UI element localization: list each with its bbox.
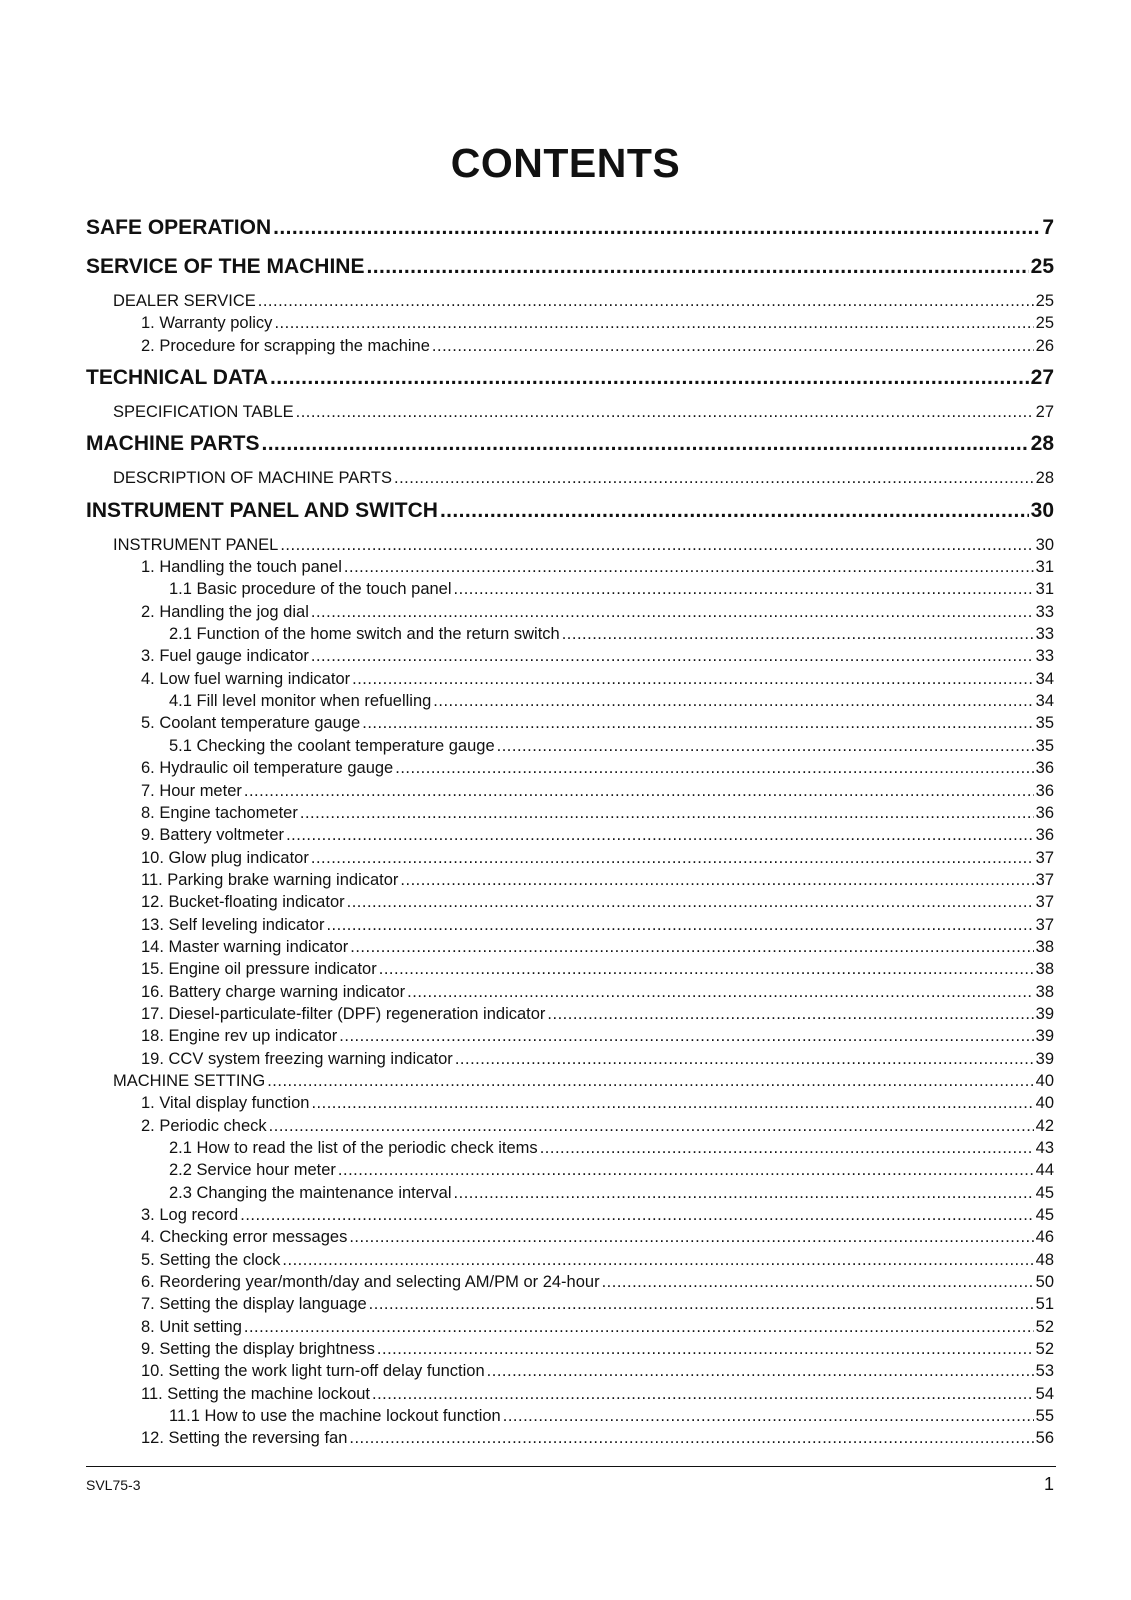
dot-leader xyxy=(339,1025,1033,1047)
toc-entry-title: SPECIFICATION TABLE xyxy=(113,403,294,422)
toc-entry[interactable] xyxy=(86,1405,1054,1427)
toc-entry[interactable] xyxy=(86,1159,1054,1181)
toc-entry-title: 12. Setting the reversing fan xyxy=(141,1429,348,1448)
toc-entry-title: 2. Periodic check xyxy=(141,1116,267,1135)
toc-entry-page-number: 52 xyxy=(1035,1317,1054,1336)
toc-entry[interactable] xyxy=(86,1249,1054,1271)
dot-leader xyxy=(280,534,1033,556)
toc-entry-page-number: 35 xyxy=(1035,714,1054,733)
dot-leader xyxy=(274,312,1033,334)
toc-entry-title: 9. Setting the display brightness xyxy=(141,1340,375,1359)
toc-entry[interactable] xyxy=(86,1137,1054,1159)
toc-entry-title: SAFE OPERATION xyxy=(86,216,272,239)
toc-entry-title: 10. Glow plug indicator xyxy=(141,848,309,867)
toc-entry[interactable] xyxy=(86,1204,1054,1226)
toc-entry[interactable] xyxy=(86,735,1054,757)
toc-entry-title: 11. Parking brake warning indicator xyxy=(141,870,399,889)
toc-entry[interactable] xyxy=(86,1182,1054,1204)
dot-leader xyxy=(282,1249,1033,1271)
toc-entry-title: 10. Setting the work light turn-off delay function xyxy=(141,1362,485,1381)
dot-leader xyxy=(311,847,1034,869)
dot-leader xyxy=(400,869,1033,891)
dot-leader xyxy=(455,1048,1034,1070)
toc-entry-title: 11.1 How to use the machine lockout function xyxy=(169,1407,501,1426)
toc-entry-page-number: 39 xyxy=(1035,1027,1054,1046)
dot-leader xyxy=(540,1137,1034,1159)
toc-entry[interactable] xyxy=(86,1338,1054,1360)
toc-entry-title: 11. Setting the machine lockout xyxy=(141,1384,371,1403)
dot-leader xyxy=(347,891,1034,913)
toc-entry-page-number: 40 xyxy=(1035,1094,1054,1113)
toc-entry-title: 2. Handling the jog dial xyxy=(141,602,309,621)
toc-entry-title: 7. Hour meter xyxy=(141,781,242,800)
dot-leader xyxy=(432,335,1034,357)
dot-leader xyxy=(362,712,1033,734)
dot-leader xyxy=(497,735,1034,757)
toc-entry-title: 4. Checking error messages xyxy=(141,1228,348,1247)
toc-entry-title: 6. Hydraulic oil temperature gauge xyxy=(141,759,394,778)
toc-entry-title: 2.1 How to read the list of the periodic check items xyxy=(169,1139,538,1157)
toc-entry[interactable] xyxy=(86,1427,1054,1449)
toc-entry-page-number: 38 xyxy=(1035,960,1054,979)
toc-entry-title: 13. Self leveling indicator xyxy=(141,915,325,934)
dot-leader xyxy=(395,757,1033,779)
toc-entry-title: 19. CCV system freezing warning indicator xyxy=(141,1049,453,1068)
toc-entry-page-number: 31 xyxy=(1035,580,1054,599)
dot-leader xyxy=(240,1204,1033,1226)
toc-entry[interactable] xyxy=(86,1048,1054,1070)
toc-entry-title: 8. Unit setting xyxy=(141,1317,242,1336)
toc-entry[interactable] xyxy=(86,1293,1054,1315)
toc-entry-page-number: 37 xyxy=(1035,893,1054,912)
toc-entry-page-number: 27 xyxy=(1035,403,1054,422)
toc-entry-page-number: 34 xyxy=(1035,669,1054,688)
toc-entry-page-number: 28 xyxy=(1030,432,1054,456)
toc-entry-title: 2. Procedure for scrapping the machine xyxy=(141,336,430,355)
toc-entry-page-number: 38 xyxy=(1035,937,1054,956)
dot-leader xyxy=(377,1338,1034,1360)
toc-entry-page-number: 31 xyxy=(1035,558,1054,577)
toc-entry[interactable] xyxy=(86,936,1054,958)
toc-entry-page-number: 44 xyxy=(1035,1161,1054,1180)
toc-entry-page-number: 39 xyxy=(1035,1004,1054,1023)
dot-leader xyxy=(547,1003,1033,1025)
toc-entry-title: 5. Setting the clock xyxy=(141,1250,281,1269)
toc-entry[interactable] xyxy=(86,668,1054,690)
toc-entry-page-number: 7 xyxy=(1042,216,1054,239)
toc-entry-title: 16. Battery charge warning indicator xyxy=(141,982,406,1001)
dot-leader xyxy=(311,1092,1033,1114)
toc-entry-title: 4. Low fuel warning indicator xyxy=(141,669,351,688)
toc-entry-title: 8. Engine tachometer xyxy=(141,803,298,822)
toc-entry[interactable] xyxy=(86,914,1054,936)
dot-leader xyxy=(286,824,1034,846)
dot-leader xyxy=(244,780,1034,802)
toc-entry[interactable] xyxy=(86,556,1054,578)
toc-entry-page-number: 25 xyxy=(1030,255,1054,278)
toc-entry[interactable] xyxy=(86,312,1054,334)
toc-entry-page-number: 36 xyxy=(1035,803,1054,822)
toc-section-entry[interactable] xyxy=(86,212,1054,251)
toc-entry[interactable] xyxy=(86,712,1054,734)
toc-entry-page-number: 43 xyxy=(1035,1139,1054,1157)
toc-entry-title: DESCRIPTION OF MACHINE PARTS xyxy=(113,469,393,488)
toc-entry[interactable] xyxy=(86,1316,1054,1338)
toc-entry-title: 3. Log record xyxy=(141,1206,239,1225)
dot-leader xyxy=(349,1427,1033,1449)
dot-leader xyxy=(369,1293,1034,1315)
toc-entry-page-number: 38 xyxy=(1035,982,1054,1001)
dot-leader xyxy=(602,1271,1034,1293)
toc-entry-title: 1.1 Basic procedure of the touch panel xyxy=(169,580,452,599)
toc-entry[interactable] xyxy=(86,869,1054,891)
dot-leader xyxy=(440,495,1029,527)
toc-entry[interactable] xyxy=(86,467,1054,489)
toc-entry-page-number: 28 xyxy=(1035,469,1054,488)
dot-leader xyxy=(269,1115,1034,1137)
toc-entry-page-number: 30 xyxy=(1035,535,1054,554)
toc-entry-page-number: 33 xyxy=(1035,602,1054,621)
toc-entry-title: 4.1 Fill level monitor when refuelling xyxy=(169,692,432,711)
toc-section-entry[interactable] xyxy=(86,251,1054,290)
footer-model-name: SVL75-3 xyxy=(86,1477,141,1493)
toc-entry-title: 1. Warranty policy xyxy=(141,314,273,333)
table-of-contents xyxy=(86,212,1054,1450)
toc-entry-title: INSTRUMENT PANEL xyxy=(113,535,279,554)
toc-entry-page-number: 53 xyxy=(1035,1362,1054,1381)
dot-leader xyxy=(394,467,1034,489)
dot-leader xyxy=(352,668,1034,690)
toc-entry-title: DEALER SERVICE xyxy=(113,292,256,310)
toc-entry-title: 1. Handling the touch panel xyxy=(141,558,342,577)
dot-leader xyxy=(487,1360,1034,1382)
toc-entry-page-number: 55 xyxy=(1035,1407,1054,1426)
toc-entry-page-number: 36 xyxy=(1035,781,1054,800)
toc-entry-page-number: 36 xyxy=(1035,759,1054,778)
dot-leader xyxy=(326,914,1033,936)
dot-leader xyxy=(454,1182,1034,1204)
toc-section-entry[interactable] xyxy=(86,362,1054,401)
toc-entry-title: 12. Bucket-floating indicator xyxy=(141,893,345,912)
dot-leader xyxy=(258,290,1034,312)
toc-entry[interactable] xyxy=(86,1003,1054,1025)
footer-page-number: 1 xyxy=(1043,1474,1054,1494)
toc-entry[interactable] xyxy=(86,891,1054,913)
toc-entry-title: 5. Coolant temperature gauge xyxy=(141,714,361,733)
dot-leader xyxy=(300,802,1034,824)
toc-entry-title: 2.3 Changing the maintenance interval xyxy=(169,1183,452,1202)
dot-leader xyxy=(379,958,1034,980)
page-title: CONTENTS xyxy=(450,140,681,186)
toc-entry-title: 14. Master warning indicator xyxy=(141,937,349,956)
toc-entry[interactable] xyxy=(86,645,1054,667)
dot-leader xyxy=(261,428,1028,460)
toc-entry-page-number: 35 xyxy=(1035,736,1054,755)
dot-leader xyxy=(366,251,1028,283)
dot-leader xyxy=(407,981,1033,1003)
toc-section-entry[interactable] xyxy=(86,428,1054,467)
toc-entry[interactable] xyxy=(86,401,1054,423)
dot-leader xyxy=(349,1226,1033,1248)
dot-leader xyxy=(454,578,1034,600)
footer-divider xyxy=(86,1466,1056,1467)
toc-entry[interactable] xyxy=(86,335,1054,357)
toc-entry[interactable] xyxy=(86,847,1054,869)
toc-entry[interactable] xyxy=(86,757,1054,779)
toc-entry-page-number: 45 xyxy=(1035,1206,1054,1225)
toc-entry[interactable] xyxy=(86,1025,1054,1047)
toc-entry-page-number: 51 xyxy=(1035,1295,1054,1314)
dot-leader xyxy=(270,362,1029,394)
toc-entry[interactable] xyxy=(86,290,1054,312)
toc-entry[interactable] xyxy=(86,1070,1054,1092)
toc-entry[interactable] xyxy=(86,981,1054,1003)
toc-entry[interactable] xyxy=(86,958,1054,980)
dot-leader xyxy=(350,936,1033,958)
toc-entry-page-number: 34 xyxy=(1035,692,1054,711)
dot-leader xyxy=(311,601,1034,623)
dot-leader xyxy=(267,1070,1033,1092)
toc-entry[interactable] xyxy=(86,1226,1054,1248)
dot-leader xyxy=(311,645,1034,667)
toc-entry-title: SERVICE OF THE MACHINE xyxy=(86,255,365,278)
toc-entry[interactable] xyxy=(86,780,1054,802)
toc-entry-page-number: 56 xyxy=(1035,1429,1054,1448)
toc-entry-title: INSTRUMENT PANEL AND SWITCH xyxy=(86,498,438,522)
dot-leader xyxy=(503,1405,1034,1427)
toc-entry-title: 15. Engine oil pressure indicator xyxy=(141,960,377,979)
toc-entry-page-number: 50 xyxy=(1035,1273,1054,1292)
toc-entry-page-number: 52 xyxy=(1035,1340,1054,1359)
toc-entry-page-number: 40 xyxy=(1035,1071,1054,1090)
toc-entry-title: 9. Battery voltmeter xyxy=(141,826,285,845)
toc-entry[interactable] xyxy=(86,1360,1054,1382)
toc-entry-title: MACHINE PARTS xyxy=(86,432,260,456)
dot-leader xyxy=(273,212,1040,244)
toc-entry-page-number: 48 xyxy=(1035,1250,1054,1269)
toc-entry-title: 6. Reordering year/month/day and selecting AM/PM or 24-hour xyxy=(141,1273,600,1292)
toc-entry-title: 2.1 Function of the home switch and the return switch xyxy=(169,625,560,644)
toc-entry-page-number: 33 xyxy=(1035,625,1054,644)
toc-entry-page-number: 37 xyxy=(1035,870,1054,889)
toc-entry-page-number: 39 xyxy=(1035,1049,1054,1068)
toc-entry[interactable] xyxy=(86,534,1054,556)
toc-entry[interactable] xyxy=(86,690,1054,712)
toc-entry-title: 18. Engine rev up indicator xyxy=(141,1027,338,1046)
toc-entry-page-number: 26 xyxy=(1035,336,1054,355)
toc-entry-page-number: 27 xyxy=(1030,366,1054,390)
dot-leader xyxy=(433,690,1033,712)
toc-entry-title: 7. Setting the display language xyxy=(141,1295,367,1314)
toc-entry-page-number: 30 xyxy=(1030,498,1054,522)
toc-entry-title: 5.1 Checking the coolant temperature gauge xyxy=(169,736,495,755)
toc-entry-title: 3. Fuel gauge indicator xyxy=(141,647,309,666)
toc-entry-title: 1. Vital display function xyxy=(141,1094,310,1113)
dot-leader xyxy=(338,1159,1034,1181)
dot-leader xyxy=(562,623,1034,645)
toc-entry[interactable] xyxy=(86,1092,1054,1114)
toc-entry-page-number: 42 xyxy=(1035,1116,1054,1135)
toc-entry[interactable] xyxy=(86,1115,1054,1137)
toc-entry[interactable] xyxy=(86,601,1054,623)
toc-entry-page-number: 36 xyxy=(1035,826,1054,845)
toc-entry-page-number: 37 xyxy=(1035,915,1054,934)
toc-entry-title: 17. Diesel-particulate-filter (DPF) regeneration indicator xyxy=(141,1004,546,1023)
toc-entry[interactable] xyxy=(86,824,1054,846)
toc-entry-page-number: 37 xyxy=(1035,848,1054,867)
dot-leader xyxy=(296,401,1034,423)
toc-entry-page-number: 25 xyxy=(1035,314,1054,333)
toc-entry-page-number: 54 xyxy=(1035,1384,1054,1403)
dot-leader xyxy=(372,1383,1034,1405)
toc-entry[interactable] xyxy=(86,1271,1054,1293)
toc-entry-title: 2.2 Service hour meter xyxy=(169,1161,336,1180)
toc-section-entry[interactable] xyxy=(86,495,1054,534)
dot-leader xyxy=(244,1316,1034,1338)
toc-entry[interactable] xyxy=(86,623,1054,645)
toc-entry-title: TECHNICAL DATA xyxy=(86,366,268,390)
dot-leader xyxy=(344,556,1034,578)
toc-entry-page-number: 25 xyxy=(1035,292,1054,310)
toc-entry[interactable] xyxy=(86,578,1054,600)
toc-entry-title: MACHINE SETTING xyxy=(113,1071,266,1090)
toc-entry-page-number: 45 xyxy=(1035,1183,1054,1202)
toc-entry-page-number: 46 xyxy=(1035,1228,1054,1247)
toc-entry-page-number: 33 xyxy=(1035,647,1054,666)
toc-entry[interactable] xyxy=(86,802,1054,824)
toc-entry[interactable] xyxy=(86,1383,1054,1405)
